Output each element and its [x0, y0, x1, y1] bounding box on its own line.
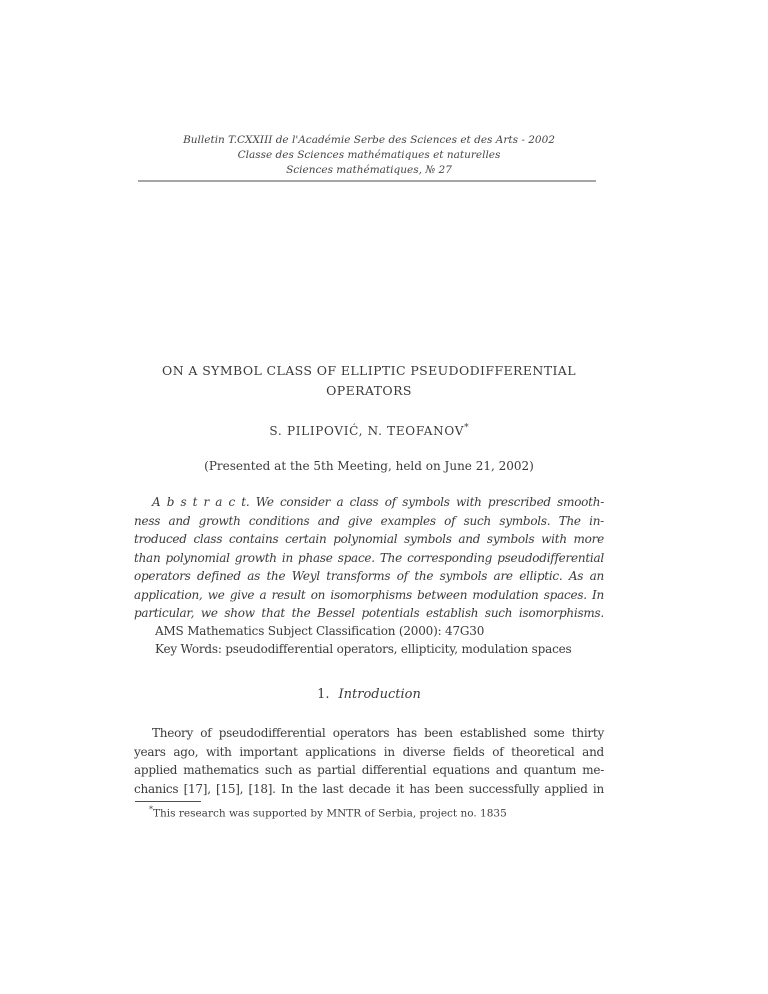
intro-paragraph [134, 724, 604, 798]
body-line: years ago, with important applications in diverse fields of theoretical and [134, 744, 604, 759]
authors-footnote-marker: * [464, 423, 469, 433]
abstract-line: operators defined as the Weyl transforms of the symbols are elliptic. As an [134, 569, 604, 583]
section-title: Introduction [338, 687, 421, 702]
section-number: 1. [317, 687, 330, 702]
footnote [134, 805, 604, 820]
header-rule [138, 180, 596, 182]
abstract-line: ness and growth conditions and give examples of such symbols. The in- [134, 513, 604, 528]
abstract-paragraph [134, 493, 604, 623]
journal-header-line-3: Sciences mathématiques, № 27 [286, 164, 452, 176]
journal-header-line-2: Classe des Sciences mathématiques et naturelles [237, 149, 501, 161]
footnote-marker: * [149, 805, 153, 814]
abstract-line: particular, we show that the Bessel potentials establish such isomorphisms. [134, 606, 604, 620]
abstract-line: than polynomial growth in phase space. The corresponding pseudodifferential [134, 550, 604, 565]
body-line: Theory of pseudodifferential operators has been established some thirty [152, 726, 604, 740]
body-line: applied mathematics such as partial differential equations and quantum me- [134, 763, 604, 777]
body-line: chanics [17], [15], [18]. In the last decade it has been successfully applied in [134, 781, 604, 796]
journal-header-line-1: Bulletin T.CXXIII de l'Académie Serbe des Sciences et des Arts - 2002 [183, 134, 555, 146]
footnote-text: This research was supported by MNTR of Serbia, project no. 1835 [153, 807, 507, 820]
abstract-line: troduced class contains certain polynomial symbols and symbols with more [134, 532, 604, 546]
ams-classification-line: AMS Mathematics Subject Classification (2000): 47G30 [155, 624, 485, 638]
footnote-rule [135, 801, 201, 802]
keywords-line: Key Words: pseudodifferential operators, ellipticity, modulation spaces [155, 642, 572, 656]
paper-title-line-1: ON A SYMBOL CLASS OF ELLIPTIC PSEUDODIFFERENTIAL [162, 363, 576, 378]
journal-header [134, 133, 604, 178]
paper-title [134, 361, 604, 400]
presented-line: (Presented at the 5th Meeting, held on June 21, 2002) [204, 459, 534, 473]
author-names: S. PILIPOVIĆ, N. TEOFANOV [269, 424, 465, 438]
abstract-line: application, we give a result on isomorphisms between modulation spaces. In [134, 587, 604, 602]
authors-line [134, 423, 604, 438]
abstract-line: A b s t r a c t. We consider a class of symbols with prescribed smooth- [152, 495, 604, 509]
paper-title-line-2: OPERATORS [326, 382, 412, 398]
section-heading [134, 687, 604, 702]
